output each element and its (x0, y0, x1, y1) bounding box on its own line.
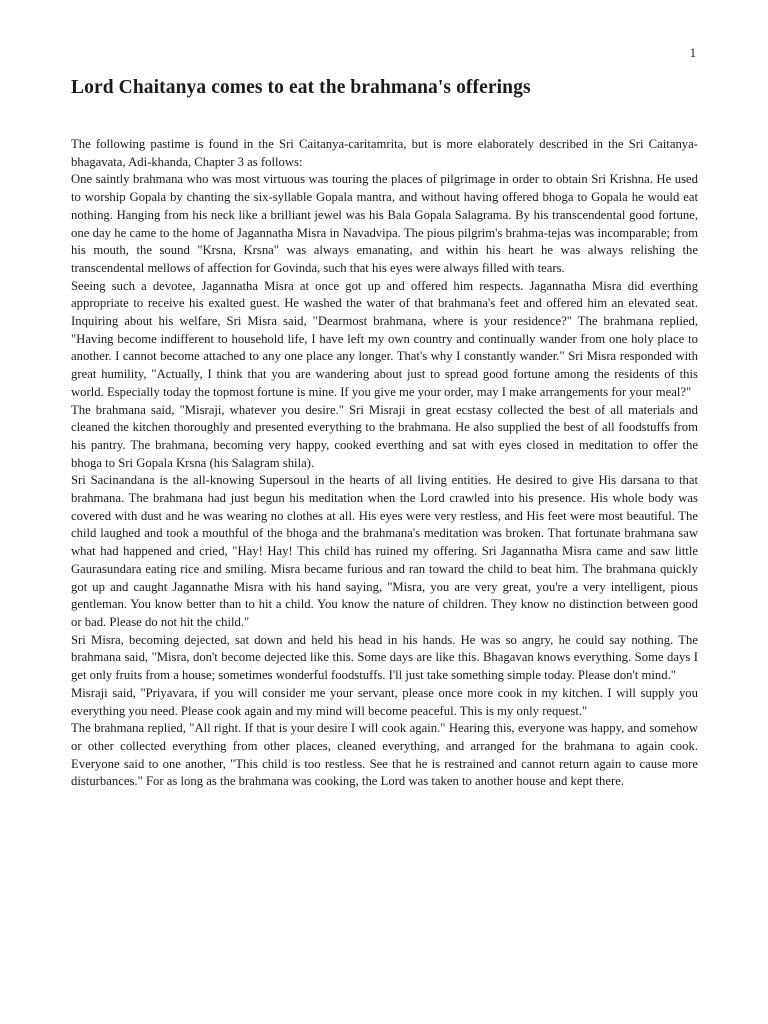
paragraph: The brahmana replied, "All right. If that is your desire I will cook again." Hearing this, everyone was happy, and somehow or other collected everything from other places, cleaned everything, and arranged for the brahmana to again cook. Everyone said to one another, "This child is too restless. See that he is restrained and cannot return again to cause more disturbances." For as long as the brahmana was cooking, the Lord was taken to another house and kept there. (71, 721, 698, 789)
page-title: Lord Chaitanya comes to eat the brahmana's offerings (71, 77, 531, 98)
paragraph: One saintly brahmana who was most virtuous was touring the places of pilgrimage in order to obtain Sri Krishna. He used to worship Gopala by chanting the six-syllable Gopala mantra, and without having offered bhoga to Gopala he would eat nothing. Hanging from his neck like a brilliant jewel was his Bala Gopala Salagrama. By his transcendental good fortune, one day he came to the home of Jagannatha Misra in Navadvipa. The pious pilgrim's brahma-tejas was incomparable; from his mouth, the sound "Krsna, Krsna" was always emanating, and within his heart he was always relishing the transcendental mellows of affection for Govinda, such that his eyes were always filled with tears. (71, 172, 698, 275)
paragraph: Sri Sacinandana is the all-knowing Supersoul in the hearts of all living entities. He desired to give His darsana to that brahmana. The brahmana had just begun his meditation when the Lord crawled into his presence. His whole body was covered with dust and he was wearing no clothes at all. His eyes were very restless, and His feet were most beautiful. The child laughed and took a mouthful of the bhoga and the brahmana's meditation was broken. That fortunate brahmana saw what had happened and cried, "Hay! Hay! This child has ruined my offering. Sri Jagannatha Misra came and saw little Gaurasundara eating rice and smiling. Misra became furious and ran toward the child to beat him. The brahmana quickly got up and caught Jagannathe Misra with his hand saying, "Misra, you are very great, you're a very intelligent, pious gentleman. You know better than to hit a child. You know the nature of children. They know no distinction between good or bad. Please do not hit the child." (71, 473, 698, 629)
paragraph: Misraji said, "Priyavara, if you will consider me your servant, please once more cook in my kitchen. I will supply you everything you need. Please cook again and my mind will become peaceful. This is my only request." (71, 685, 698, 718)
page-number: 1 (689, 46, 696, 60)
paragraph: The following pastime is found in the Sri Caitanya-caritamrita, but is more elaborately described in the Sri Caitanya-bhagavata, Adi-khanda, Chapter 3 as follows: (71, 137, 698, 169)
paragraph: Sri Misra, becoming dejected, sat down and held his head in his hands. He was so angry, he could say nothing. The brahmana said, "Misra, don't become dejected like this. Some days are like this. Bhagavan knows everything. Some days I get only fruits from a house; sometimes wonderful foodstuffs. I'll just take something simple today. Please don't mind." (71, 632, 698, 683)
paragraph: Seeing such a devotee, Jagannatha Misra at once got up and offered him respects. Jagannatha Misra did everthing appropriate to receive his exalted guest. He washed the water of that brahmana's feet and offered him an elevated seat. Inquiring about his welfare, Sri Misra said, "Dearmost brahmana, where is your residence?" The brahmana replied, "Having become indifferent to household life, I have left my own country and continually wander from one holy place to another. I cannot become attached to any one place any longer. That's why I constantly wander." Sri Misra responded with great humility, "Actually, I think that you are wandering about just to spread good fortune among the residents of this world. Especially today the topmost fortune is mine. If you give me your order, may I make arrangements for your meal?" (71, 278, 698, 399)
paragraph: The brahmana said, "Misraji, whatever you desire." Sri Misraji in great ecstasy collected the best of all materials and cleaned the kitchen thoroughly and presented everything to the brahmana. He also supplied the best of all foodstuffs from his pantry. The brahmana, becoming very happy, cooked everthing and sat with eyes closed in meditation to offer the bhoga to Sri Gopala Krsna (his Salagram shila). (71, 402, 698, 470)
document-body (71, 136, 698, 791)
